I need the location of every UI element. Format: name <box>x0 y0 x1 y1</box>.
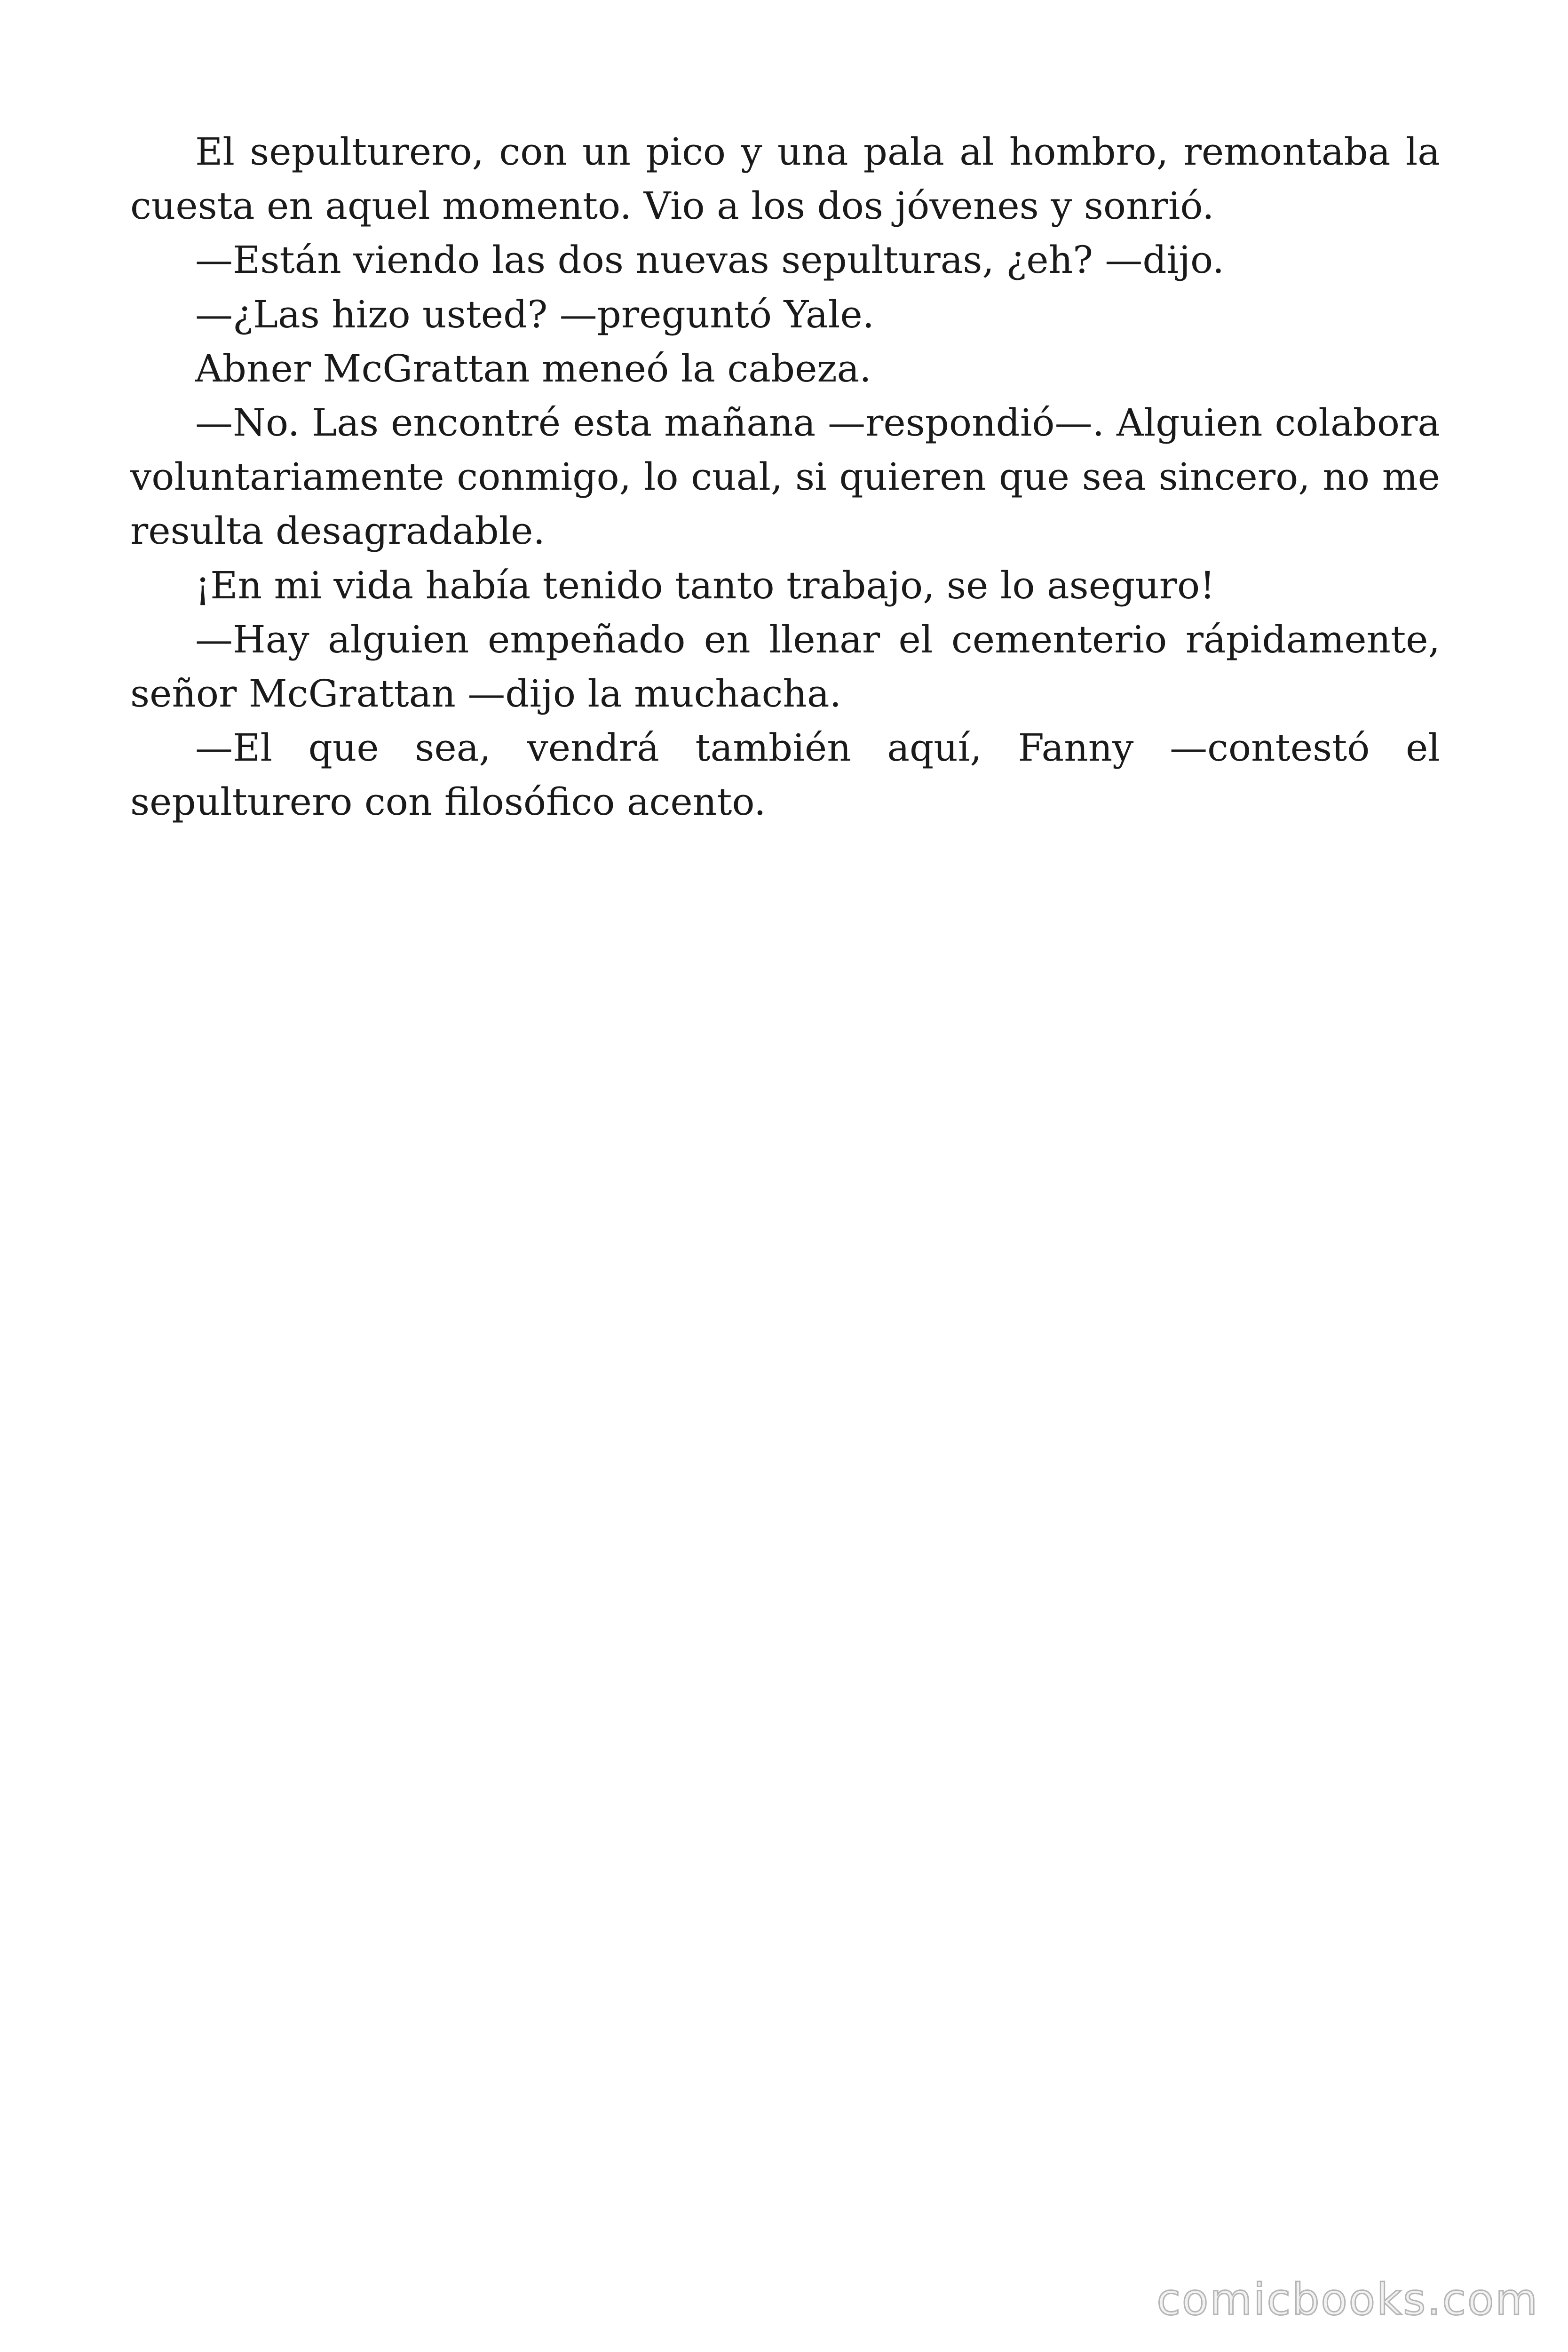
paragraph: —El que sea, vendrá también aquí, Fanny —contestó el sepulturero con filosófico acento. <box>130 726 1440 824</box>
paragraph: —Están viendo las dos nuevas sepulturas, ¿eh? —dijo. <box>195 238 1225 282</box>
body-text <box>130 125 1440 829</box>
paragraph: Abner McGrattan meneó la cabeza. <box>195 346 871 390</box>
paragraph: —¿Las hizo usted? —preguntó Yale. <box>195 292 875 336</box>
paragraph: —Hay alguien empeñado en llenar el cementerio rápidamente, señor McGrattan —dijo la muchacha. <box>130 617 1440 716</box>
paragraph: ¡En mi vida había tenido tanto trabajo, se lo aseguro! <box>195 563 1215 607</box>
watermark: comicbooks.com <box>1156 2274 1539 2325</box>
paragraph: —No. Las encontré esta mañana —respondió—. Alguien colabora voluntariamente conmigo, lo cual, si quieren que sea sincero, no me resulta desagradable. <box>130 401 1440 553</box>
paragraph: El sepulturero, con un pico y una pala al hombro, remontaba la cuesta en aquel momento. Vio a los dos jóvenes y sonrió. <box>130 130 1440 228</box>
